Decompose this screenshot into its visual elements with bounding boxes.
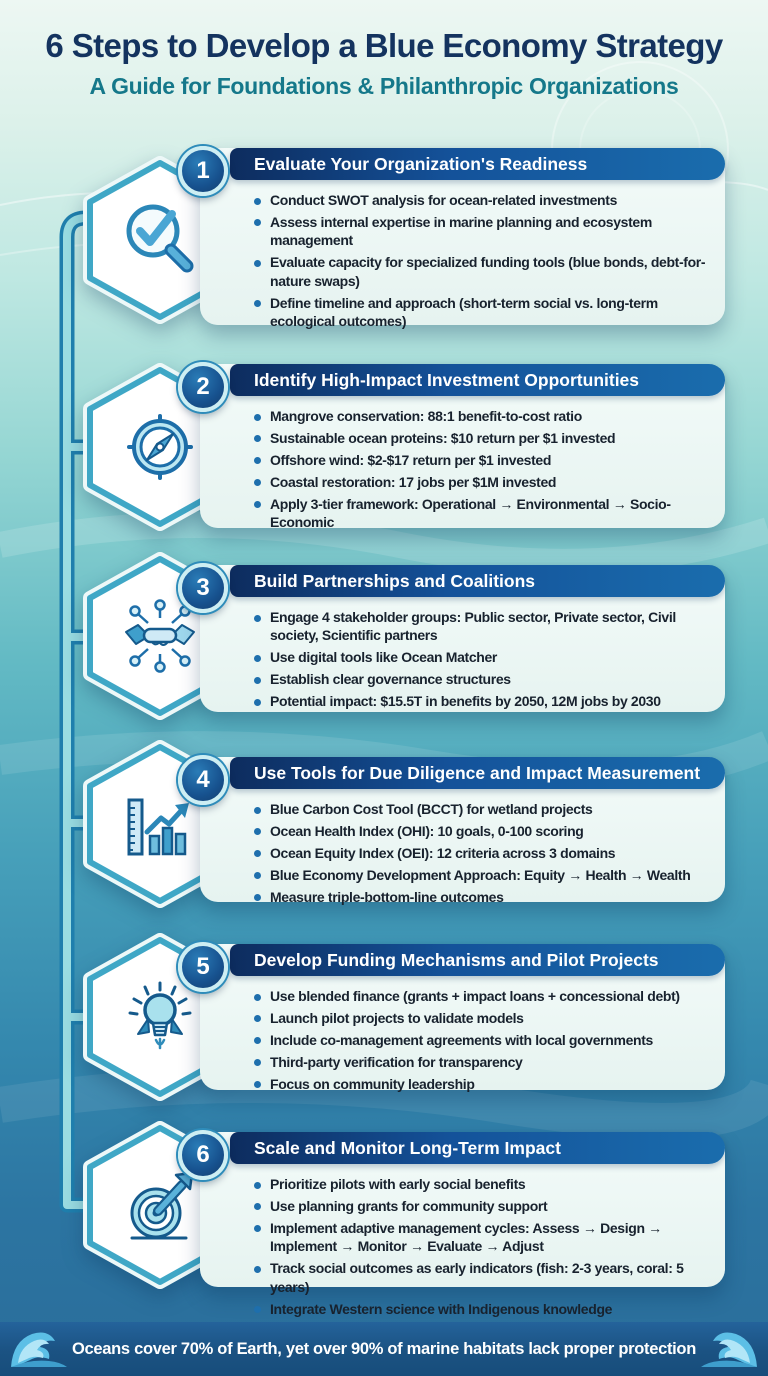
step-5-title: Develop Funding Mechanisms and Pilot Projects: [230, 944, 725, 976]
bullet-item: Apply 3-tier framework: Operational → Environmental → Socio-Economic: [254, 495, 715, 532]
step-2-number-badge: 2: [178, 362, 228, 412]
step-2-bullets: [200, 396, 725, 541]
step-5: [0, 944, 768, 1090]
step-1-title: Evaluate Your Organization's Readiness: [230, 148, 725, 180]
step-5-card: [196, 944, 725, 1092]
step-3-bullets: [200, 597, 725, 720]
bullet-item: Blue Carbon Cost Tool (BCCT) for wetland projects: [254, 800, 715, 818]
bullet-item: Coastal restoration: 17 jobs per $1M invested: [254, 473, 715, 491]
bullet-item: Establish clear governance structures: [254, 670, 715, 688]
bullet-item: Mangrove conservation: 88:1 benefit-to-cost ratio: [254, 407, 715, 425]
bullet-item: Integrate Western science with Indigenous knowledge: [254, 1300, 715, 1318]
step-1-number-badge: 1: [178, 146, 228, 196]
step-2-card: [196, 364, 725, 531]
target-arrow-icon: [120, 1165, 200, 1245]
step-2: [0, 364, 768, 531]
bullet-item: Define timeline and approach (short-term social vs. long-term ecological outcomes): [254, 294, 715, 331]
step-3: [0, 565, 768, 712]
step-6: [0, 1132, 768, 1317]
bullet-item: Track social outcomes as early indicators (fish: 2-3 years, coral: 5 years): [254, 1259, 715, 1296]
bullet-item: Ocean Health Index (OHI): 10 goals, 0-100 scoring: [254, 822, 715, 840]
bullet-item: Ocean Equity Index (OEI): 12 criteria across 3 domains: [254, 844, 715, 862]
step-3-number-badge: 3: [178, 563, 228, 613]
infographic-subtitle: A Guide for Foundations & Philanthropic Organizations: [89, 73, 679, 99]
step-6-number-badge: 6: [178, 1130, 228, 1180]
step-3-title: Build Partnerships and Coalitions: [230, 565, 725, 597]
step-1: [0, 148, 768, 330]
bullet-item: Prioritize pilots with early social benefits: [254, 1175, 715, 1193]
bullet-item: Use digital tools like Ocean Matcher: [254, 648, 715, 666]
bullet-item: Potential impact: $15.5T in benefits by 2050, 12M jobs by 2030: [254, 692, 715, 710]
bullet-item: Measure triple-bottom-line outcomes: [254, 888, 715, 906]
step-1-bullets: [200, 180, 725, 340]
bullet-item: Blue Economy Development Approach: Equity → Health → Wealth: [254, 866, 715, 884]
bullet-item: Assess internal expertise in marine planning and ecosystem management: [254, 213, 715, 250]
step-4-card: [196, 757, 725, 905]
step-6-bullets: [200, 1164, 725, 1328]
bullet-item: Third-party verification for transparency: [254, 1053, 715, 1071]
bullet-item: Focus on community leadership: [254, 1075, 715, 1093]
step-5-number-badge: 5: [178, 942, 228, 992]
step-2-title: Identify High-Impact Investment Opportunities: [230, 364, 725, 396]
bullet-item: Engage 4 stakeholder groups: Public sector, Private sector, Civil society, Scientific partners: [254, 608, 715, 645]
step-1-card: [196, 148, 725, 330]
wave-icon: [700, 1329, 758, 1369]
bullet-item: Conduct SWOT analysis for ocean-related investments: [254, 191, 715, 209]
bullet-item: Include co-management agreements with local governments: [254, 1031, 715, 1049]
step-3-card: [196, 565, 725, 712]
footer-bar: [0, 1322, 768, 1376]
step-6-title: Scale and Monitor Long-Term Impact: [230, 1132, 725, 1164]
footer-text: Oceans cover 70% of Earth, yet over 90% of marine habitats lack proper protection: [71, 1339, 696, 1358]
step-6-card: [196, 1132, 725, 1317]
connector-line: [0, 195, 170, 1265]
bullet-item: Use planning grants for community support: [254, 1197, 715, 1215]
step-4-title: Use Tools for Due Diligence and Impact Measurement: [230, 757, 725, 789]
step-4-number-badge: 4: [178, 755, 228, 805]
bullet-item: Launch pilot projects to validate models: [254, 1009, 715, 1027]
bullet-item: Implement adaptive management cycles: Assess → Design → Implement → Monitor → Evaluate → Adjust: [254, 1219, 715, 1256]
compass-icon: [120, 407, 200, 487]
step-5-bullets: [200, 976, 725, 1103]
bullet-item: Use blended finance (grants + impact loans + concessional debt): [254, 987, 715, 1005]
bullet-item: Evaluate capacity for specialized funding tools (blue bonds, debt-for-nature swaps): [254, 253, 715, 290]
bullet-item: Sustainable ocean proteins: $10 return per $1 invested: [254, 429, 715, 447]
step-4-bullets: [200, 789, 725, 916]
bullet-item: Offshore wind: $2-$17 return per $1 invested: [254, 451, 715, 469]
step-4: [0, 757, 768, 905]
infographic-title: 6 Steps to Develop a Blue Economy Strategy: [45, 27, 723, 64]
magnifier-check-icon: [120, 200, 200, 280]
lightbulb-rocket-icon: [120, 977, 200, 1057]
wave-icon: [10, 1329, 68, 1369]
